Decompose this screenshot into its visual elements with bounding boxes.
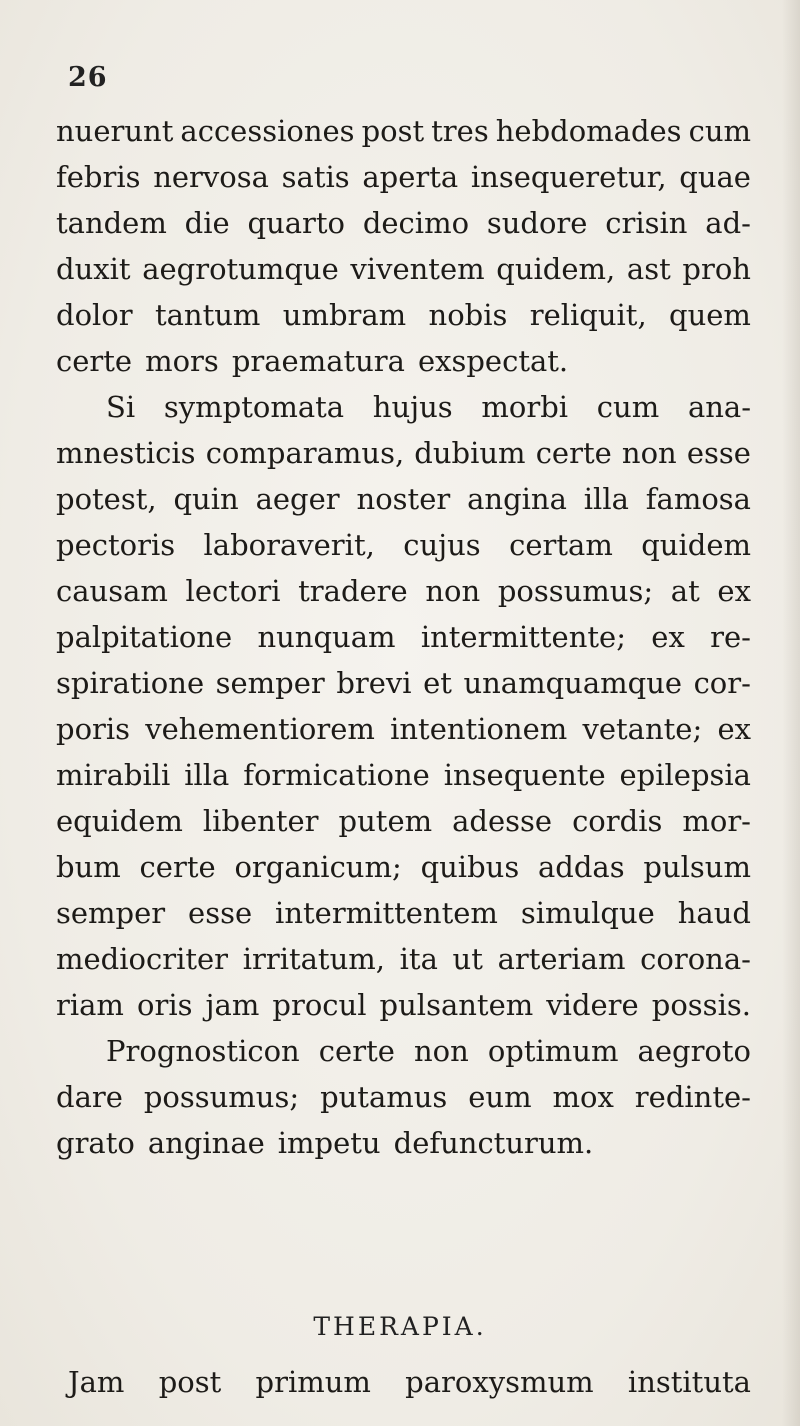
word: proh [682,252,751,286]
word: adesse [452,804,553,838]
word: insequeretur, [470,160,667,194]
word: mors [145,344,219,378]
word: dolor [56,298,133,332]
word: comparamus, [205,436,405,470]
word: grato [56,1126,135,1160]
text-line [56,338,751,384]
text-line [68,1359,751,1405]
word: post [158,1365,222,1399]
word: cum [596,390,660,424]
text-line [56,844,751,890]
word: anginae [147,1126,265,1160]
word: quidem, [496,252,616,286]
word: accessiones [180,114,355,148]
word: febris [56,160,141,194]
word: cujus [403,528,481,562]
word: hebdomades [495,114,682,148]
word: nervosa [153,160,269,194]
word: irritatum, [242,942,385,976]
word: cor- [693,666,751,700]
word: non [621,436,677,470]
text-line [56,1120,751,1166]
word: intermittente; [420,620,626,654]
word: satis [281,160,350,194]
word: Jam [68,1365,125,1399]
word: dubium [414,436,526,470]
word: certe [318,1034,395,1068]
page-edge-shadow [782,0,800,1426]
word: primum [255,1365,371,1399]
text-line [56,292,751,338]
word: certam [509,528,613,562]
word: hujus [372,390,453,424]
word: pulsantem [379,988,534,1022]
word: ana- [687,390,751,424]
text-line [56,154,751,200]
text-line [56,660,751,706]
word: possis. [651,988,751,1022]
text-line [56,752,751,798]
word: pectoris [56,528,176,562]
word: Si [106,390,136,424]
word: ex [651,620,685,654]
word: insequente [443,758,606,792]
text-line [56,200,751,246]
word: corona- [640,942,751,976]
word: semper [215,666,325,700]
text-line [56,1074,751,1120]
word: quin [173,482,239,516]
word: certe [56,344,133,378]
word: illa [184,758,230,792]
word: intermittentem [275,896,498,930]
word: quarto [247,206,346,240]
word: eum [468,1080,532,1114]
word: umbram [282,298,407,332]
word: lectori [185,574,281,608]
word: cum [688,114,751,148]
text-line [56,522,751,568]
word: duxit [56,252,131,286]
word: putem [338,804,433,838]
word: quae [679,160,751,194]
word: putamus [320,1080,448,1114]
word: aegroto [637,1034,751,1068]
word: post [361,114,425,148]
section-heading: THERAPIA. [313,1312,487,1341]
word: dare [56,1080,123,1114]
word: esse [686,436,751,470]
word: formicatione [243,758,430,792]
word: angina [467,482,567,516]
word: riam [56,988,124,1022]
word: laboraverit, [203,528,375,562]
word: optimum [487,1034,619,1068]
word: illa [583,482,629,516]
word: mnesticis [56,436,196,470]
word: mor- [682,804,751,838]
word: tantum [154,298,261,332]
word: possumus; [143,1080,300,1114]
word: intentionem [390,712,568,746]
word: poris [56,712,131,746]
word: aperta [362,160,459,194]
word: ex [717,712,751,746]
word: quem [669,298,751,332]
word: famosa [645,482,751,516]
word: praematura [231,344,405,378]
word: brevi [336,666,412,700]
text-line [56,890,751,936]
text-line [56,246,751,292]
word: mediocriter [56,942,229,976]
word: ita [399,942,438,976]
word: sudore [486,206,588,240]
word: tres [431,114,489,148]
word: semper [56,896,166,930]
word: quidem [641,528,751,562]
word: palpitatione [56,620,233,654]
word: redinte- [634,1080,751,1114]
word: decimo [362,206,470,240]
word: arteriam [497,942,626,976]
word: organicum; [234,850,402,884]
word: oris [137,988,193,1022]
word: viventem [350,252,485,286]
word: unamquamque [463,666,683,700]
word: reliquit, [529,298,647,332]
word: aegrotumque [142,252,339,286]
word: at [670,574,700,608]
word: nuerunt [56,114,174,148]
word: procul [272,988,367,1022]
word: pulsum [643,850,751,884]
word: ut [452,942,483,976]
word: paroxysmum [405,1365,594,1399]
word: mirabili [56,758,171,792]
text-line [56,982,751,1028]
word: Prognosticon [106,1034,300,1068]
word: ad- [705,206,751,240]
word: et [423,666,452,700]
word: certe [139,850,216,884]
word: tradere [298,574,408,608]
word: tandem [56,206,167,240]
word: ex [717,574,751,608]
word: non [413,1034,469,1068]
text-line [56,614,751,660]
text-line [56,430,751,476]
word: nobis [428,298,508,332]
word: vehementiorem [145,712,375,746]
text-line [56,706,751,752]
word: impetu [277,1126,381,1160]
word: epilepsia [619,758,751,792]
word: jam [205,988,260,1022]
text-line [56,108,751,154]
word: noster [356,482,451,516]
word: causam [56,574,168,608]
word: die [184,206,230,240]
text-line [56,798,751,844]
word: re- [710,620,751,654]
word: potest, [56,482,157,516]
word: aeger [255,482,340,516]
word: morbi [481,390,569,424]
word: vetante; [582,712,703,746]
word: nunquam [257,620,396,654]
word: libenter [202,804,319,838]
text-line [56,936,751,982]
page-number: 26 [68,62,108,93]
word: mox [552,1080,614,1114]
word: symptomata [163,390,345,424]
text-line [56,384,751,430]
word: videre [546,988,639,1022]
word: instituta [627,1365,751,1399]
text-line [56,476,751,522]
word: quibus [420,850,520,884]
word: possumus; [497,574,654,608]
word: spiratione [56,666,205,700]
word: certe [535,436,612,470]
word: haud [677,896,751,930]
word: simulque [520,896,655,930]
text-line [56,1028,751,1074]
word: crisin [605,206,688,240]
word: bum [56,850,121,884]
word: non [425,574,481,608]
word: esse [188,896,253,930]
text-line [56,568,751,614]
word: exspectat. [417,344,569,378]
word: equidem [56,804,183,838]
word: defuncturum. [393,1126,594,1160]
word: addas [538,850,625,884]
body-text [56,108,751,1166]
word: cordis [572,804,663,838]
word: ast [626,252,671,286]
